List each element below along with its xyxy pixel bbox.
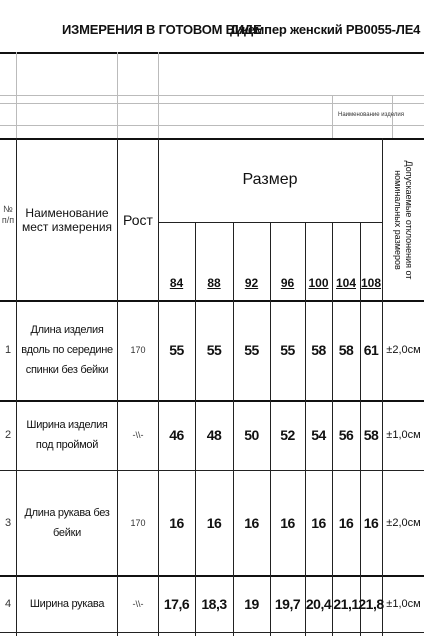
measurement-name: Длина рукава без бейки: [24, 506, 110, 539]
row-rost: 170: [130, 517, 146, 528]
measurement-name: Длина изделия вдоль по середине спинки без бейки: [21, 324, 113, 376]
grid-line: [117, 52, 118, 138]
grid-line: [0, 52, 424, 54]
size-header-cell: 92: [244, 276, 259, 290]
row-number: 4: [4, 597, 12, 610]
measurement-value: 19: [244, 595, 259, 612]
measurement-value: 16: [363, 514, 379, 531]
measurement-value: 54: [311, 427, 326, 443]
measurement-value: 58: [363, 427, 379, 443]
size-header-cell: 96: [280, 276, 295, 290]
measurement-value: 55: [169, 342, 184, 358]
row-number: 3: [4, 516, 12, 529]
measurement-value: 52: [280, 427, 295, 443]
measurement-value: 21,8: [358, 595, 384, 612]
tolerance-value: ±2,0см: [386, 344, 421, 356]
measurement-value: 16: [244, 514, 259, 531]
title-main: ИЗМЕРЕНИЯ В ГОТОВОМ ВИДЕ: [62, 22, 262, 37]
tolerance-value: ±2,0см: [386, 516, 421, 529]
size-header-cell: 104: [335, 276, 357, 290]
row-number: 2: [4, 429, 12, 441]
header-size: Размер: [242, 171, 298, 188]
row-rost: -\\-: [132, 430, 144, 440]
measurement-value: 48: [206, 427, 222, 443]
header-tolerance: [381, 140, 424, 300]
measurement-value: 61: [363, 342, 379, 358]
grid-line: [158, 52, 159, 138]
grid-line: [0, 95, 424, 96]
measurement-value: 19,7: [274, 595, 301, 612]
measurement-value: 55: [280, 342, 295, 358]
measurement-value: 50: [244, 427, 259, 443]
header-name: Наименование мест измерения: [21, 206, 113, 234]
header-tolerance-text: Допускаемые отклонения от номинальных размеров: [393, 160, 414, 280]
measurement-value: 16: [206, 514, 222, 531]
title-product: Джемпер женский РВ0055-ЛЕ4: [230, 22, 421, 37]
header-rost: Рост: [123, 212, 153, 228]
measurement-value: 16: [169, 514, 184, 531]
grid-line: [0, 103, 424, 104]
measurement-value: 46: [169, 427, 184, 443]
grid-line: [0, 125, 424, 126]
measurement-value: 56: [338, 427, 354, 443]
measurement-name: Ширина изделия под проймой: [26, 419, 108, 451]
measurement-value: 21,1: [333, 595, 359, 612]
product-name-label: Наименование изделия: [338, 112, 404, 118]
grid-line: [16, 52, 17, 138]
measurement-value: 16: [338, 514, 354, 531]
measurement-value: 55: [244, 342, 259, 358]
document-title: [0, 22, 424, 44]
grid-line: [332, 95, 333, 138]
tolerance-value: ±1,0см: [386, 597, 421, 610]
size-header-cell: 84: [169, 276, 184, 290]
row-number: 1: [4, 344, 12, 356]
size-header-cell: 88: [207, 276, 221, 290]
measurement-value: 16: [311, 514, 326, 531]
measurement-value: 58: [338, 342, 354, 358]
grid-line: [16, 138, 17, 636]
size-header-cell: 100: [308, 276, 329, 290]
measurement-value: 58: [311, 342, 326, 358]
measurement-value: 16: [280, 514, 295, 531]
measurement-value: 17,6: [163, 595, 190, 612]
row-rost: 170: [130, 345, 146, 355]
size-header-cell: 108: [360, 276, 382, 290]
tolerance-value: ±1,0см: [386, 429, 421, 441]
row-rost: -\\-: [132, 598, 144, 609]
measurement-value: 20,4: [305, 595, 332, 612]
header-num: № п/п: [1, 204, 15, 225]
measurement-value: 18,3: [201, 595, 227, 612]
measurement-name: Ширина рукава: [29, 597, 105, 610]
grid-line: [0, 138, 424, 140]
measurement-value: 55: [206, 342, 222, 358]
